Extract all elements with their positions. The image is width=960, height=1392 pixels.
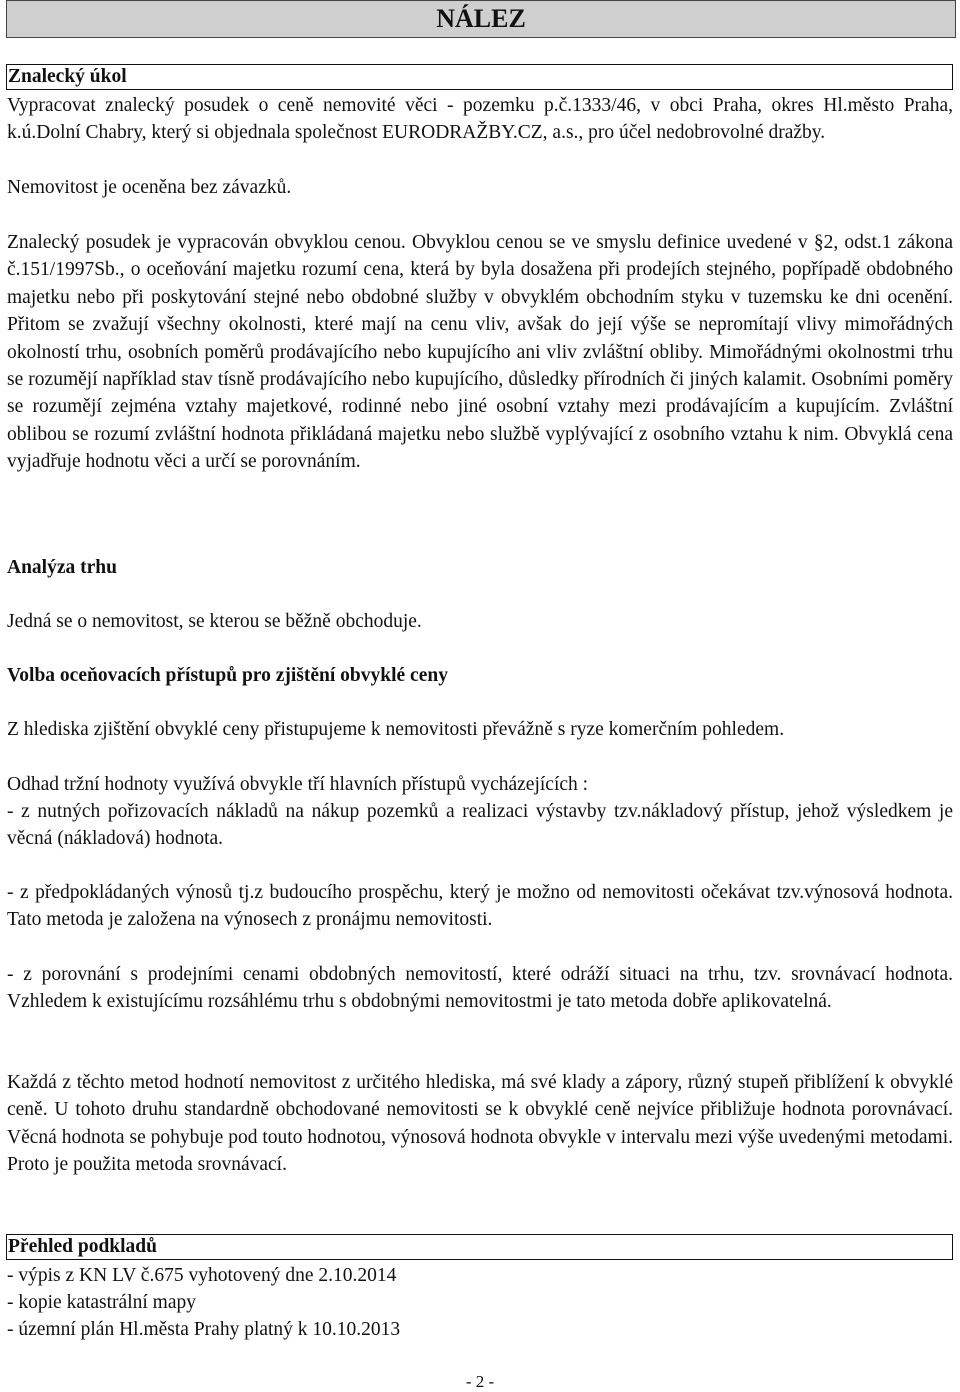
definition-body: Znalecký posudek je vypracován obvyklou cenou. Obvyklou cenou se ve smyslu definice uvedené v §2, odst.1 zákona č.151/1997Sb., o oceňování majetku rozumí cena, která by byla dosažena při prodejích stejného, popřípadě obdobného majetku nebo při poskytování stejné nebo obdobné služby v obvyklém obchodním styku v tuzemsku ke dni ocenění. Přitom se zvažují všechny okolnosti, které mají na cenu vliv, avšak do její výše se nepromítají vlivy mimořádných okolností trhu, osobních poměrů prodávajícího nebo kupujícího ani vliv zvláštní obliby. Mimořádnými okolnostmi trhu se rozumějí například stav tísně prodávajícího nebo kupujícího, důsledky přírodních či jiných kalamit. Osobními poměry se rozumějí zejména vztahy majetkové, rodinné nebo jiné osobní vztahy mezi prodávajícím a kupujícím. Zvláštní oblibou se rozumí zvláštní hodnota přikládaná majetku nebo službě vyplývající z osobního vztahu k nim. Obvyklá cena vyjadřuje hodnotu věci a určí se porovnáním. [7, 232, 953, 473]
approach-intro: Z hlediska zjištění obvyklé ceny přistupujeme k nemovitosti převážně s ryze komerčním pohledem. [7, 719, 785, 740]
page-title: NÁLEZ [6, 0, 956, 38]
source-item: - výpis z KN LV č.675 vyhotovený dne 2.10.2014 [7, 1265, 397, 1286]
market-body: Jedná se o nemovitost, se kterou se běžně obchoduje. [7, 611, 422, 632]
approach-summary: Každá z těchto metod hodnotí nemovitost z určitého hlediska, má své klady a zápory, různý stupeň přiblížení k obvyklé ceně. U tohoto druhu standardně obchodované nemovitosti se k obvyklé ceně nejvíce přibližuje hodnota porovnávací. Věcná hodnota se pohybuje pod touto hodnotou, výnosová hodnota obvykle v intervalu mezi výše uvedenými metodami. Proto je použita metoda srovnávací. [7, 1072, 953, 1176]
section-heading-market: Analýza trhu [7, 557, 117, 578]
task-note: Nemovitost je oceněna bez závazků. [7, 177, 292, 198]
approach-item-income: - z předpokládaných výnosů tj.z budoucího prospěchu, který je možno od nemovitosti očekávat tzv.výnosová hodnota. Tato metoda je založena na výnosech z pronájmu nemovitosti. [7, 882, 953, 931]
approach-item-cost: - z nutných pořizovacích nákladů na nákup pozemků a realizaci výstavby tzv.nákladový přístup, jehož výsledkem je věcná (nákladová) hodnota. [7, 801, 953, 850]
section-heading-sources: Přehled podkladů [6, 1234, 953, 1260]
source-item: - kopie katastrální mapy [7, 1292, 196, 1313]
source-item: - územní plán Hl.města Prahy platný k 10.10.2013 [7, 1319, 401, 1340]
section-heading-task: Znalecký úkol [6, 64, 953, 90]
section-heading-approach: Volba oceňovacích přístupů pro zjištění obvyklé ceny [7, 665, 448, 686]
approach-lead: Odhad tržní hodnoty využívá obvykle tří hlavních přístupů vycházejících : [7, 774, 589, 795]
task-body: Vypracovat znalecký posudek o ceně nemovité věci - pozemku p.č.1333/46, v obci Praha, okres Hl.město Praha, k.ú.Dolní Chabry, který si objednala společnost EURODRAŽBY.CZ, a.s., pro účel nedobrovolné dražby. [7, 95, 953, 144]
approach-item-comparison: - z porovnání s prodejními cenami obdobných nemovitostí, které odráží situaci na trhu, tzv. srovnávací hodnota. Vzhledem k existujícímu rozsáhlému trhu s obdobnými nemovitostmi je tato metoda dobře aplikovatelná. [7, 964, 953, 1013]
page-number: - 2 - [465, 1372, 495, 1391]
